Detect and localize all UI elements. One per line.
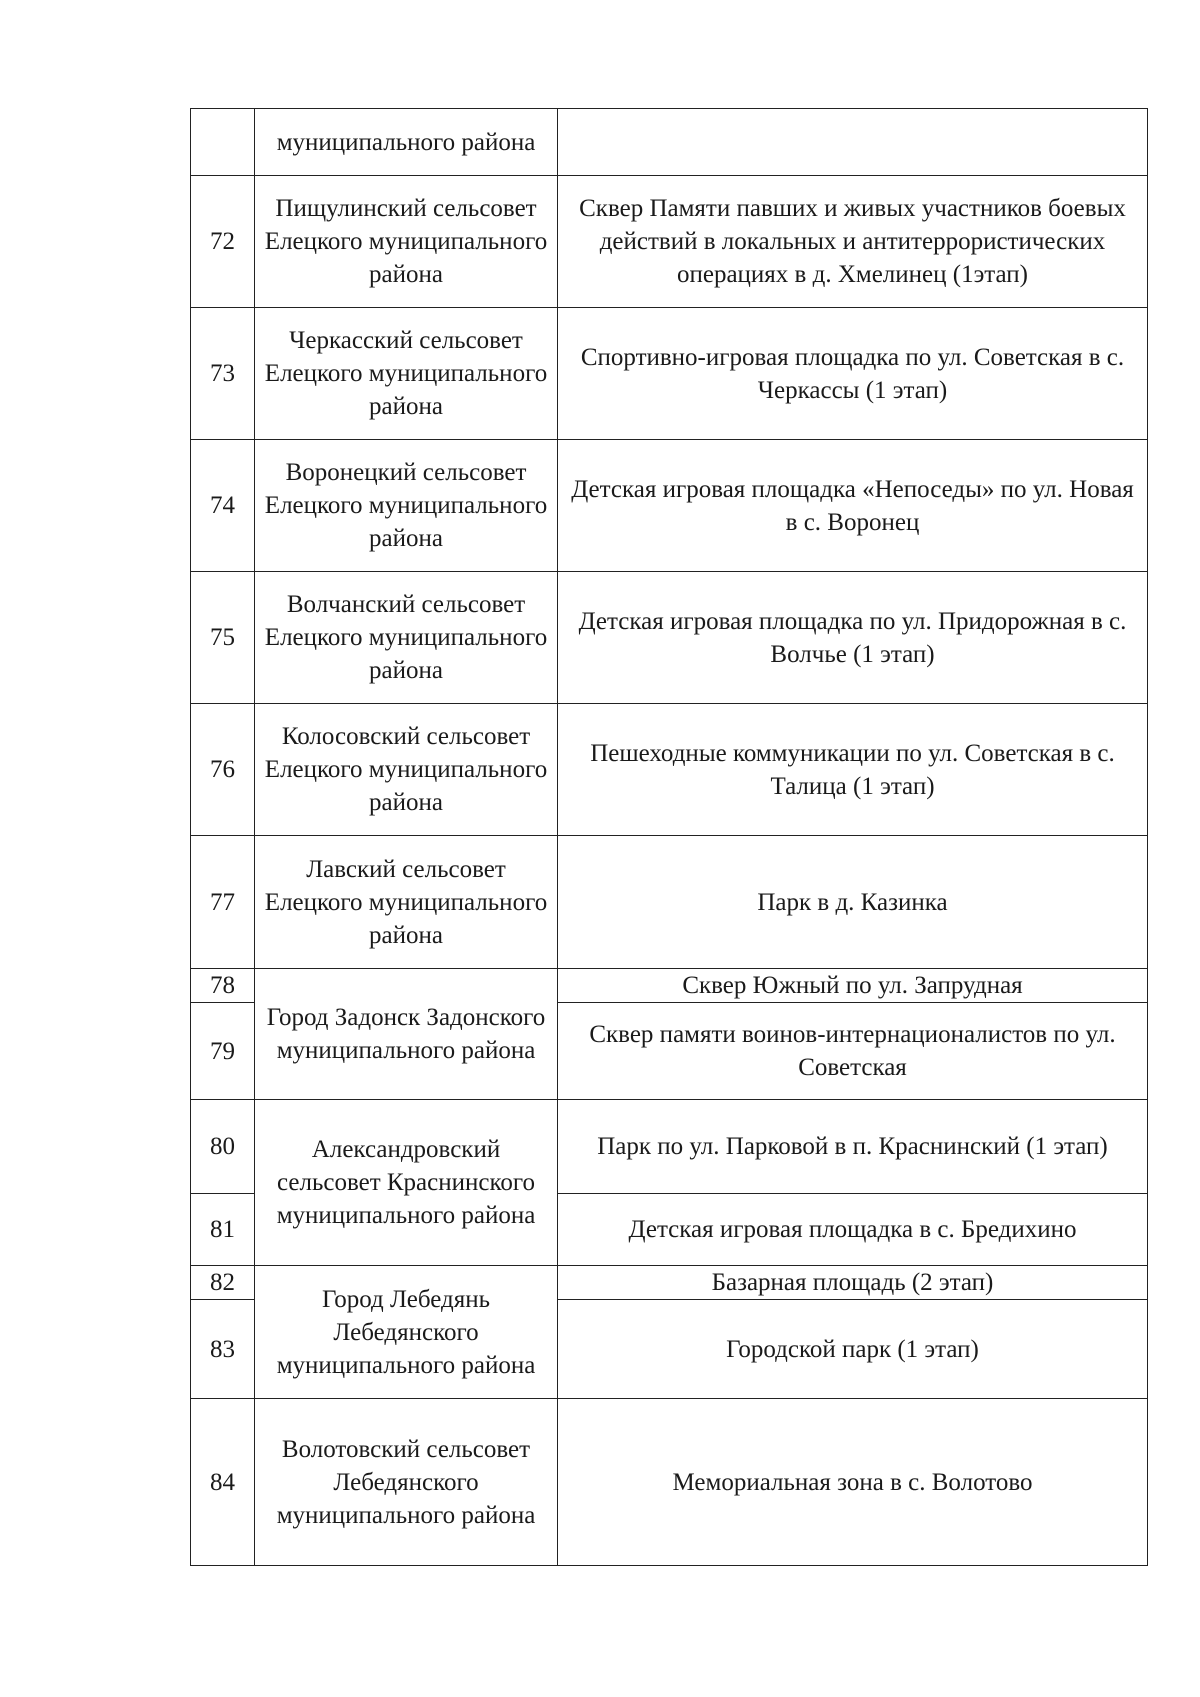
table-row	[191, 109, 1148, 176]
table-row	[191, 440, 1148, 572]
row-number: 81	[191, 1194, 255, 1266]
municipality-cell: Черкасский сельсовет Елецкого муниципального района	[255, 308, 558, 440]
municipality-cell: Колосовский сельсовет Елецкого муниципального района	[255, 704, 558, 836]
row-number: 83	[191, 1300, 255, 1399]
municipality-cell: Волчанский сельсовет Елецкого муниципального района	[255, 572, 558, 704]
object-cell: Парк по ул. Парковой в п. Краснинский (1 этап)	[558, 1100, 1148, 1194]
municipality-cell: Воронецкий сельсовет Елецкого муниципального района	[255, 440, 558, 572]
table-row	[191, 176, 1148, 308]
row-number	[191, 109, 255, 176]
object-cell: Парк в д. Казинка	[558, 836, 1148, 969]
object-cell: Детская игровая площадка «Непоседы» по ул. Новая в с. Воронец	[558, 440, 1148, 572]
municipality-cell: Пищулинский сельсовет Елецкого муниципального района	[255, 176, 558, 308]
row-number: 74	[191, 440, 255, 572]
table-row	[191, 704, 1148, 836]
municipality-cell: муниципального района	[255, 109, 558, 176]
table-row	[191, 1266, 1148, 1300]
object-cell	[558, 109, 1148, 176]
objects-table	[190, 108, 1148, 1566]
table-row	[191, 969, 1148, 1003]
row-number: 76	[191, 704, 255, 836]
object-cell: Сквер памяти воинов-интернационалистов по ул. Советская	[558, 1003, 1148, 1100]
object-cell: Базарная площадь (2 этап)	[558, 1266, 1148, 1300]
municipality-cell: Город Задонск Задонского муниципального района	[255, 969, 558, 1100]
table-row	[191, 1100, 1148, 1194]
object-cell: Сквер Южный по ул. Запрудная	[558, 969, 1148, 1003]
table-row	[191, 1399, 1148, 1566]
object-cell: Спортивно-игровая площадка по ул. Советская в с. Черкассы (1 этап)	[558, 308, 1148, 440]
object-cell: Городской парк (1 этап)	[558, 1300, 1148, 1399]
row-number: 73	[191, 308, 255, 440]
object-cell: Сквер Памяти павших и живых участников боевых действий в локальных и антитеррористических операциях в д. Хмелинец (1этап)	[558, 176, 1148, 308]
object-cell: Детская игровая площадка в с. Бредихино	[558, 1194, 1148, 1266]
object-cell: Пешеходные коммуникации по ул. Советская в с. Талица (1 этап)	[558, 704, 1148, 836]
table-row	[191, 572, 1148, 704]
row-number: 77	[191, 836, 255, 969]
row-number: 72	[191, 176, 255, 308]
municipality-cell: Волотовский сельсовет Лебедянского муниципального района	[255, 1399, 558, 1566]
row-number: 80	[191, 1100, 255, 1194]
table-row	[191, 308, 1148, 440]
municipality-cell: Лавский сельсовет Елецкого муниципального района	[255, 836, 558, 969]
row-number: 79	[191, 1003, 255, 1100]
row-number: 78	[191, 969, 255, 1003]
municipality-cell: Город Лебедянь Лебедянского муниципального района	[255, 1266, 558, 1399]
row-number: 82	[191, 1266, 255, 1300]
table-row	[191, 836, 1148, 969]
municipality-cell: Александровский сельсовет Краснинского муниципального района	[255, 1100, 558, 1266]
object-cell: Детская игровая площадка по ул. Придорожная в с. Волчье (1 этап)	[558, 572, 1148, 704]
object-cell: Мемориальная зона в с. Волотово	[558, 1399, 1148, 1566]
row-number: 84	[191, 1399, 255, 1566]
row-number: 75	[191, 572, 255, 704]
